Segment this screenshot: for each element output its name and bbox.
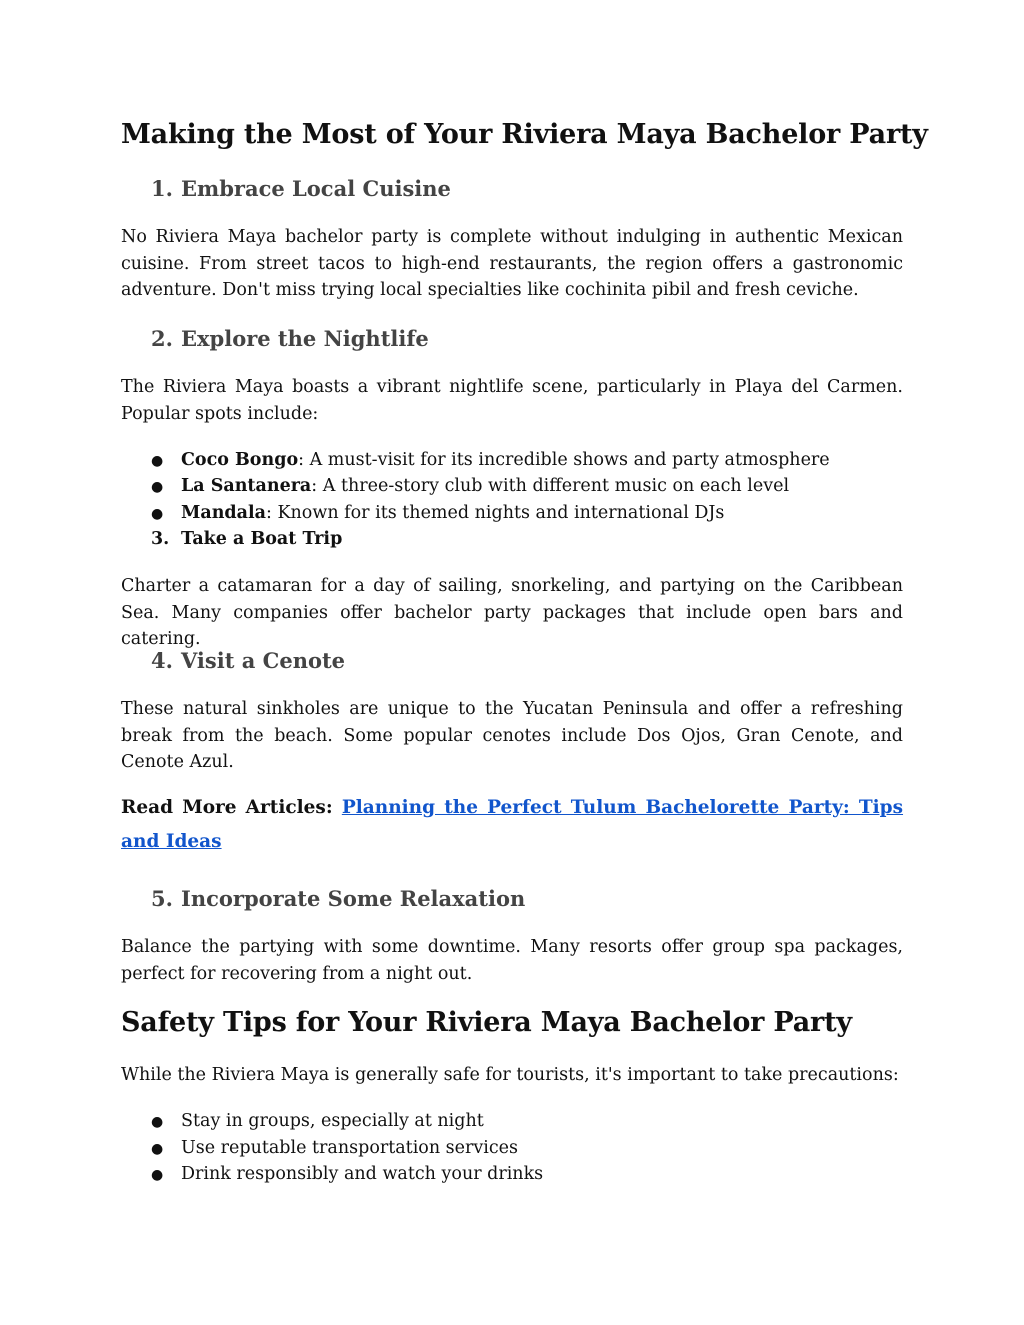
- section-title: Incorporate Some Relaxation: [181, 886, 526, 911]
- safety-tip: Use reputable transportation services: [181, 1138, 519, 1158]
- list-item: [151, 1108, 484, 1136]
- section-title: Embrace Local Cuisine: [181, 176, 451, 201]
- section-number: 2.: [151, 326, 173, 351]
- section-number: 5.: [151, 886, 173, 911]
- bullet-icon: ●: [151, 506, 164, 522]
- nightlife-paragraph: The Riviera Maya boasts a vibrant nightlife scene, particularly in Playa del Carmen. Popular spots include:: [121, 377, 903, 424]
- safety-tip: Drink responsibly and watch your drinks: [181, 1164, 544, 1184]
- list-item: [151, 1161, 543, 1189]
- cuisine-paragraph: No Riviera Maya bachelor party is complete without indulging in authentic Mexican cuisine. From street tacos to high-end restaurants, the region offers a gastronomic adventure. Don't miss trying local specialties like cochinita pibil and fresh ceviche.: [121, 227, 903, 300]
- venue-description: : A must-visit for its incredible shows and party atmosphere: [298, 450, 830, 470]
- section-title: Take a Boat Trip: [181, 529, 343, 549]
- list-item: [151, 1135, 518, 1163]
- section-number: 3.: [151, 529, 170, 549]
- venue-description: : A three-story club with different music on each level: [311, 476, 790, 496]
- section-number: 4.: [151, 648, 173, 673]
- section-heading-nightlife: [151, 325, 429, 353]
- bullet-icon: ●: [151, 1167, 164, 1183]
- safety-intro: While the Riviera Maya is generally safe for tourists, it's important to take precautions:: [121, 1065, 899, 1085]
- read-more-label: Read More Articles:: [121, 797, 333, 818]
- bullet-icon: ●: [151, 479, 164, 495]
- section-heading-boat-trip: [151, 526, 342, 553]
- list-item: [151, 473, 789, 501]
- section-number: 1.: [151, 176, 173, 201]
- section-heading-cuisine: [151, 175, 451, 203]
- read-more-link[interactable]: Planning the Perfect Tulum Bachelorette Party: Tips and Ideas: [121, 797, 904, 852]
- venue-name: Mandala: [181, 503, 266, 523]
- cenote-paragraph: These natural sinkholes are unique to the Yucatan Peninsula and offer a refreshing break from the beach. Some popular cenotes include Dos Ojos, Gran Cenote, and Cenote Azul.: [121, 699, 903, 772]
- section-title: Visit a Cenote: [181, 648, 346, 673]
- bullet-icon: ●: [151, 453, 164, 469]
- venue-name: Coco Bongo: [181, 450, 299, 470]
- section-heading-cenote: [151, 647, 345, 675]
- safety-heading: Safety Tips for Your Riviera Maya Bachelor Party: [121, 1007, 852, 1038]
- section-title: Explore the Nightlife: [181, 326, 429, 351]
- relaxation-paragraph: Balance the partying with some downtime. Many resorts offer group spa packages, perfect for recovering from a night out.: [121, 937, 903, 984]
- main-heading: Making the Most of Your Riviera Maya Bachelor Party: [121, 119, 928, 150]
- bullet-icon: ●: [151, 1114, 164, 1130]
- venue-name: La Santanera: [181, 476, 312, 496]
- read-more: [121, 791, 903, 859]
- list-item: [151, 447, 830, 475]
- venue-description: : Known for its themed nights and international DJs: [266, 503, 725, 523]
- safety-tip: Stay in groups, especially at night: [181, 1111, 484, 1131]
- list-item: [151, 500, 724, 528]
- boat-trip-paragraph: Charter a catamaran for a day of sailing, snorkeling, and partying on the Caribbean Sea. Many companies offer bachelor party packages that include open bars and catering.: [121, 576, 903, 649]
- bullet-icon: ●: [151, 1141, 164, 1157]
- section-heading-relaxation: [151, 885, 525, 913]
